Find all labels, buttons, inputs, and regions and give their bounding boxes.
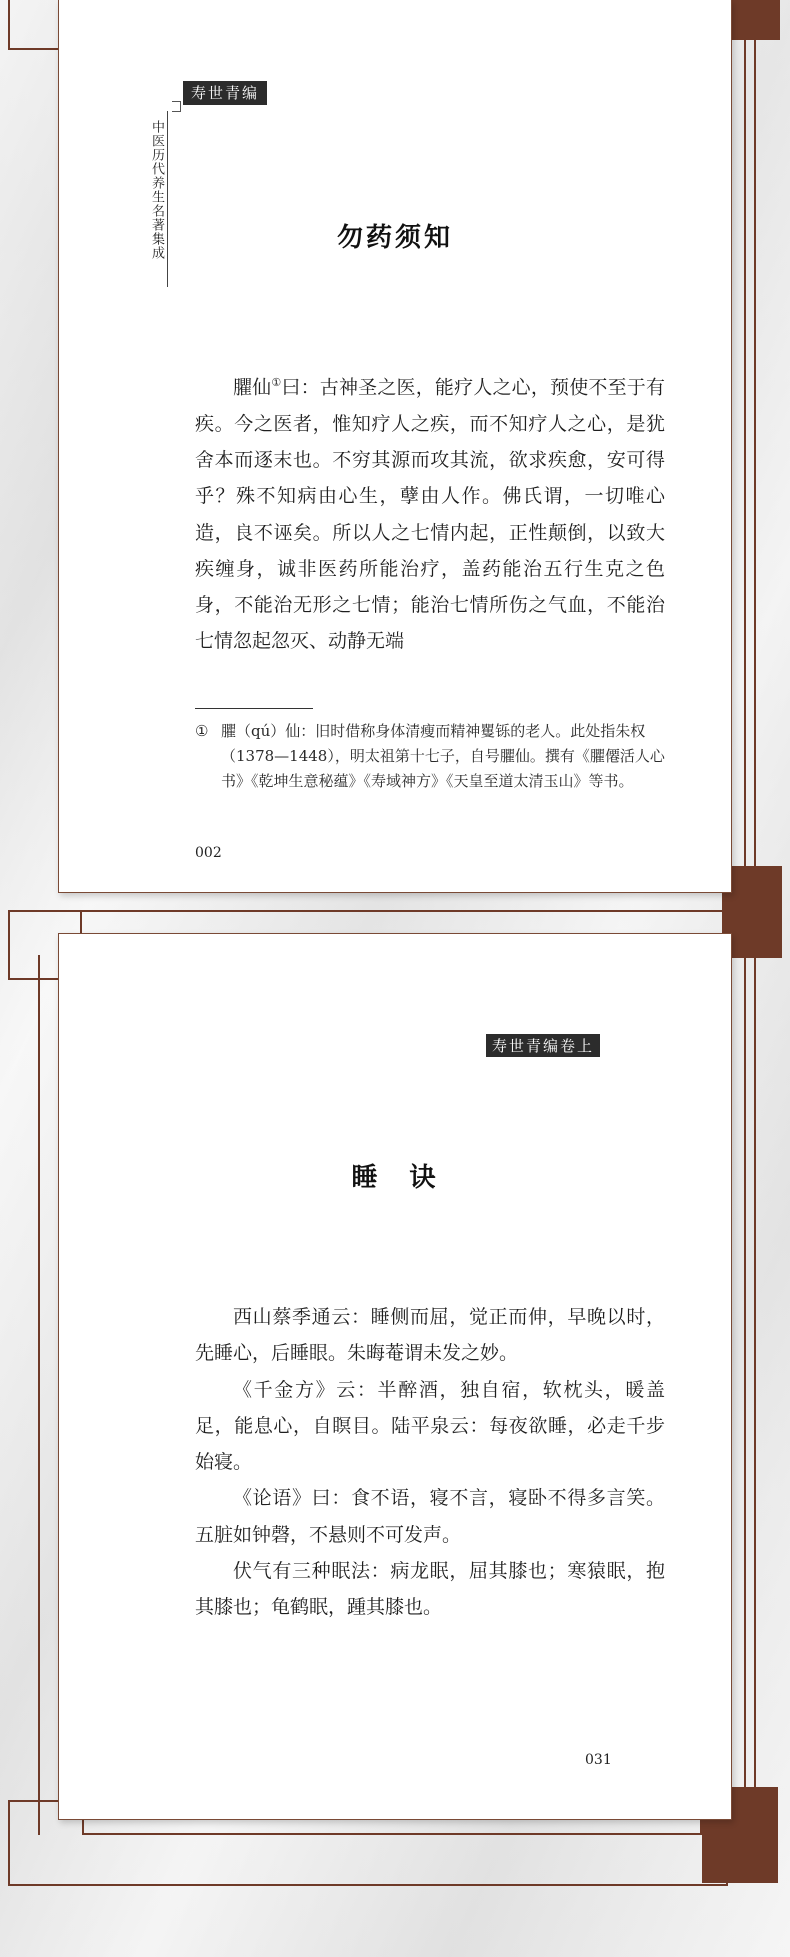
frame-line [8,0,10,50]
chapter-header-tag: 寿世青编卷上 [486,1034,600,1057]
frame-line [8,48,58,50]
frame-line [744,958,746,1788]
page-number: 031 [585,1752,612,1768]
frame-line [8,910,728,912]
footnote-rule [195,708,313,709]
frame-box [82,1820,702,1835]
vertical-collection-title: 中医历代养生名著集成 [149,120,164,260]
body-text-rest: 曰：古神圣之医，能疗人之心，预使不至于有疾。今之医者，惟知疗人之疾，而不知疗人之心，是犹舍本而逐末也。不穷其源而攻其流，欲求疾愈，安可得乎？殊不知病由心生，孽由人作。佛氏谓，一切唯心造，良不诬矣。所以人之七情内起，正性颠倒，以致大疾缠身，诚非医药所能治疗，盖药能治五行生克之色身，不能治无形之七情；能治七情所伤之气血，不能治七情忽起忽灭、动静无端 [195,376,665,653]
footnote-mark[interactable]: ① [271,376,282,389]
body-text-start: 臞仙 [233,376,272,399]
paragraph: 伏气有三种眠法：病龙眠，屈其膝也；寒猿眠，抱其膝也；龟鹤眠，踵其膝也。 [195,1560,665,1619]
frame-line [754,958,756,1788]
footnote [195,719,665,794]
footnote-text: 臞（qú）仙：旧时借称身体清瘦而精神矍铄的老人。此处指朱权（1378—1448），明太祖第十七子，自号臞仙。撰有《臞僊活人心书》《乾坤生意秘蕴》《寿域神方》《天皇至道太清玉山》等书。 [221,722,665,790]
page-title: 勿药须知 [336,223,453,253]
tag-bracket [172,111,180,112]
series-tag: 寿世青编 [183,81,267,105]
vertical-title-rule [167,111,168,287]
body-text [195,365,665,660]
frame-line [754,40,756,866]
page-number: 002 [195,845,222,861]
frame-line [744,40,746,866]
book-page-031 [58,933,732,1820]
page-title: 睡 诀 [351,1163,439,1193]
paragraph: 《千金方》云：半醉酒，独自宿，软枕头，暖盖足，能息心，自瞑目。陆平泉云：每夜欲睡，必走千步始寝。 [195,1378,665,1474]
body-text [195,1299,665,1626]
frame-line [38,955,40,1835]
corner-block [732,0,780,40]
footnote-label: ① [195,722,209,740]
paragraph: 西山蔡季通云：睡侧而屈，觉正而伸，早晚以时，先睡心，后睡眼。朱晦菴谓未发之妙。 [195,1306,665,1365]
paragraph: 《论语》曰：食不语，寝不言，寝卧不得多言笑。五脏如钟磬，不悬则不可发声。 [195,1487,665,1546]
book-page-002 [58,0,732,893]
